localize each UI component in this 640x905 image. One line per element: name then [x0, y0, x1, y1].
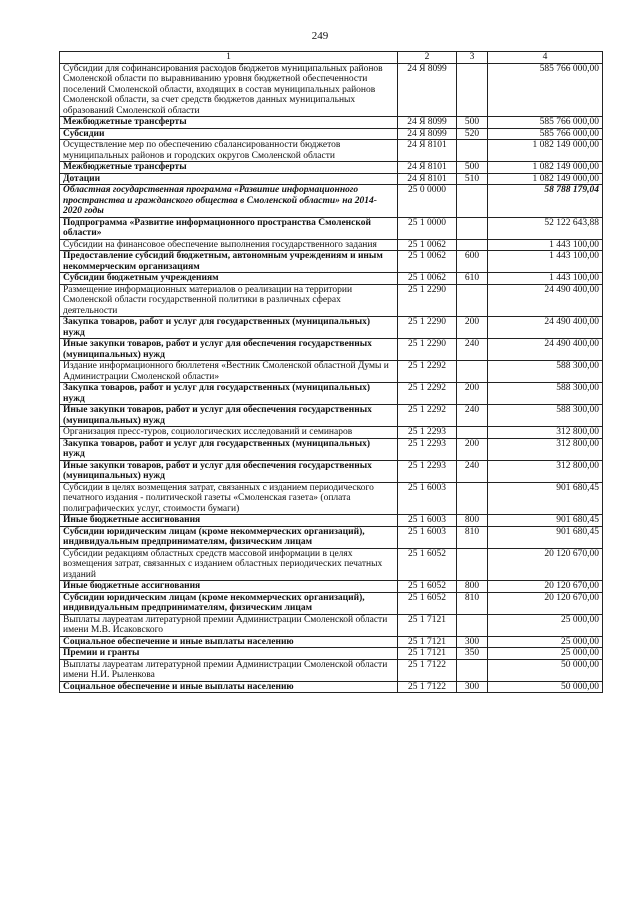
row-type-cell: 350 [457, 648, 488, 660]
row-amount-cell: 50 000,00 [488, 659, 603, 681]
row-name-cell: Размещение информационных материалов о реализации на территории Смоленской области государственной политики в различных сферах деятельности [60, 284, 398, 317]
table-header-row [60, 52, 603, 64]
row-code-cell: 25 1 0062 [398, 239, 457, 251]
table-row [60, 173, 603, 185]
row-amount-cell: 585 766 000,00 [488, 117, 603, 129]
table-row [60, 581, 603, 593]
row-type-cell [457, 361, 488, 383]
row-code-cell: 25 1 7122 [398, 681, 457, 693]
row-code-cell: 25 1 7121 [398, 636, 457, 648]
row-name-cell: Субсидии в целях возмещения затрат, связанных с изданием периодического печатного издания - политической газеты «Смоленская газета» (оплата полиграфических услуг, стоимости бумаги) [60, 482, 398, 515]
row-amount-cell: 588 300,00 [488, 361, 603, 383]
table-row [60, 162, 603, 174]
row-amount-cell: 585 766 000,00 [488, 63, 603, 117]
table-row [60, 526, 603, 548]
row-code-cell: 25 1 2292 [398, 405, 457, 427]
row-amount-cell: 58 788 179,04 [488, 185, 603, 218]
row-name-cell: Организация пресс-туров, социологических исследований и семинаров [60, 427, 398, 439]
row-amount-cell: 901 680,45 [488, 526, 603, 548]
row-code-cell: 25 1 6003 [398, 526, 457, 548]
row-amount-cell: 50 000,00 [488, 681, 603, 693]
row-amount-cell: 901 680,45 [488, 482, 603, 515]
row-amount-cell: 24 490 400,00 [488, 317, 603, 339]
row-type-cell: 500 [457, 117, 488, 129]
row-code-cell: 24 Я 8101 [398, 162, 457, 174]
table-row [60, 438, 603, 460]
row-type-cell: 810 [457, 526, 488, 548]
row-name-cell: Субсидии на финансовое обеспечение выполнения государственного задания [60, 239, 398, 251]
table-row [60, 548, 603, 581]
row-name-cell: Дотации [60, 173, 398, 185]
row-code-cell: 25 1 6003 [398, 482, 457, 515]
table-row [60, 63, 603, 117]
row-amount-cell: 1 443 100,00 [488, 251, 603, 273]
row-code-cell: 25 1 2293 [398, 427, 457, 439]
row-amount-cell: 52 122 643,88 [488, 217, 603, 239]
table-row [60, 482, 603, 515]
row-code-cell: 25 1 0062 [398, 273, 457, 285]
row-amount-cell: 312 800,00 [488, 438, 603, 460]
row-name-cell: Иные бюджетные ассигнования [60, 515, 398, 527]
row-name-cell: Областная государственная программа «Развитие информационного пространства и гражданского общества в Смоленской области» на 2014-2020 годы [60, 185, 398, 218]
row-type-cell [457, 63, 488, 117]
row-amount-cell: 585 766 000,00 [488, 128, 603, 140]
row-amount-cell: 24 490 400,00 [488, 339, 603, 361]
row-type-cell: 510 [457, 173, 488, 185]
row-amount-cell: 25 000,00 [488, 636, 603, 648]
row-type-cell [457, 185, 488, 218]
row-amount-cell: 25 000,00 [488, 614, 603, 636]
row-name-cell: Иные закупки товаров, работ и услуг для обеспечения государственных (муниципальных) нужд [60, 405, 398, 427]
row-type-cell [457, 140, 488, 162]
table-row [60, 361, 603, 383]
row-code-cell: 25 1 2293 [398, 460, 457, 482]
row-amount-cell: 312 800,00 [488, 427, 603, 439]
row-type-cell: 300 [457, 636, 488, 648]
row-amount-cell: 24 490 400,00 [488, 284, 603, 317]
row-name-cell: Осуществление мер по обеспечению сбалансированности бюджетов муниципальных районов и городских округов Смоленской области [60, 140, 398, 162]
row-name-cell: Выплаты лауреатам литературной премии Администрации Смоленской области имени Н.И. Рыленкова [60, 659, 398, 681]
row-name-cell: Социальное обеспечение и иные выплаты населению [60, 681, 398, 693]
row-name-cell: Субсидии редакциям областных средств массовой информации в целях возмещения затрат, связанных с изданием областных периодических печатных изданий [60, 548, 398, 581]
row-code-cell: 24 Я 8101 [398, 140, 457, 162]
budget-table [59, 51, 603, 693]
row-amount-cell: 20 120 670,00 [488, 592, 603, 614]
row-amount-cell: 1 443 100,00 [488, 273, 603, 285]
row-type-cell: 800 [457, 581, 488, 593]
row-name-cell: Премии и гранты [60, 648, 398, 660]
row-name-cell: Субсидии бюджетным учреждениям [60, 273, 398, 285]
table-body [60, 63, 603, 693]
row-code-cell: 25 1 2290 [398, 317, 457, 339]
table-row [60, 185, 603, 218]
table-row [60, 405, 603, 427]
row-name-cell: Субсидии [60, 128, 398, 140]
row-type-cell [457, 217, 488, 239]
column-header-amount: 4 [488, 52, 603, 64]
row-code-cell: 24 Я 8099 [398, 63, 457, 117]
column-header-name: 1 [60, 52, 398, 64]
row-code-cell: 25 1 0062 [398, 251, 457, 273]
row-type-cell: 520 [457, 128, 488, 140]
row-code-cell: 25 1 6052 [398, 548, 457, 581]
row-code-cell: 25 1 2292 [398, 383, 457, 405]
row-type-cell: 600 [457, 251, 488, 273]
row-type-cell [457, 659, 488, 681]
table-row [60, 284, 603, 317]
row-name-cell: Подпрограмма «Развитие информационного пространства Смоленской области» [60, 217, 398, 239]
row-type-cell: 200 [457, 317, 488, 339]
row-code-cell: 25 1 6003 [398, 515, 457, 527]
row-code-cell: 24 Я 8099 [398, 128, 457, 140]
row-name-cell: Субсидии для софинансирования расходов бюджетов муниципальных районов Смоленской области по выравниванию уровня бюджетной обеспеченности поселений Смоленской области, входящих в состав муниципальных районов Смоленской области, за счет средств бюджетов данных муниципальных образований Смоленской области [60, 63, 398, 117]
row-amount-cell: 25 000,00 [488, 648, 603, 660]
row-code-cell: 25 1 2290 [398, 339, 457, 361]
row-name-cell: Закупка товаров, работ и услуг для государственных (муниципальных) нужд [60, 317, 398, 339]
row-type-cell: 800 [457, 515, 488, 527]
row-code-cell: 25 0 0000 [398, 185, 457, 218]
row-name-cell: Субсидии юридическим лицам (кроме некоммерческих организаций), индивидуальным предпринимателям, физическим лицам [60, 526, 398, 548]
row-code-cell: 25 1 0000 [398, 217, 457, 239]
table-row [60, 251, 603, 273]
row-type-cell: 240 [457, 460, 488, 482]
table-row [60, 648, 603, 660]
table-row [60, 339, 603, 361]
row-amount-cell: 1 443 100,00 [488, 239, 603, 251]
row-type-cell [457, 427, 488, 439]
table-row [60, 317, 603, 339]
row-type-cell [457, 614, 488, 636]
row-amount-cell: 901 680,45 [488, 515, 603, 527]
column-header-code: 2 [398, 52, 457, 64]
table-row [60, 636, 603, 648]
row-name-cell: Субсидии юридическим лицам (кроме некоммерческих организаций), индивидуальным предпринимателям, физическим лицам [60, 592, 398, 614]
row-amount-cell: 312 800,00 [488, 460, 603, 482]
row-code-cell: 25 1 7121 [398, 614, 457, 636]
table-row [60, 614, 603, 636]
row-type-cell [457, 284, 488, 317]
table-row [60, 217, 603, 239]
row-code-cell: 25 1 2292 [398, 361, 457, 383]
row-code-cell: 25 1 2293 [398, 438, 457, 460]
table-row [60, 117, 603, 129]
row-name-cell: Социальное обеспечение и иные выплаты населению [60, 636, 398, 648]
row-name-cell: Закупка товаров, работ и услуг для государственных (муниципальных) нужд [60, 438, 398, 460]
row-name-cell: Издание информационного бюллетеня «Вестник Смоленской областной Думы и Администрации Смоленской области» [60, 361, 398, 383]
table-row [60, 273, 603, 285]
row-name-cell: Иные бюджетные ассигнования [60, 581, 398, 593]
row-name-cell: Межбюджетные трансферты [60, 117, 398, 129]
row-type-cell: 200 [457, 383, 488, 405]
row-amount-cell: 20 120 670,00 [488, 581, 603, 593]
table-row [60, 515, 603, 527]
row-amount-cell: 588 300,00 [488, 383, 603, 405]
row-type-cell [457, 239, 488, 251]
table-row [60, 140, 603, 162]
row-type-cell: 240 [457, 405, 488, 427]
row-type-cell: 240 [457, 339, 488, 361]
row-type-cell [457, 482, 488, 515]
row-type-cell [457, 548, 488, 581]
table-row [60, 427, 603, 439]
row-type-cell: 300 [457, 681, 488, 693]
row-type-cell: 810 [457, 592, 488, 614]
table-row [60, 383, 603, 405]
row-name-cell: Иные закупки товаров, работ и услуг для обеспечения государственных (муниципальных) нужд [60, 339, 398, 361]
row-code-cell: 24 Я 8099 [398, 117, 457, 129]
row-name-cell: Закупка товаров, работ и услуг для государственных (муниципальных) нужд [60, 383, 398, 405]
table-row [60, 239, 603, 251]
row-type-cell: 500 [457, 162, 488, 174]
row-code-cell: 25 1 6052 [398, 592, 457, 614]
row-amount-cell: 1 082 149 000,00 [488, 140, 603, 162]
row-code-cell: 25 1 6052 [398, 581, 457, 593]
row-name-cell: Межбюджетные трансферты [60, 162, 398, 174]
row-type-cell: 200 [457, 438, 488, 460]
row-amount-cell: 588 300,00 [488, 405, 603, 427]
table-row [60, 128, 603, 140]
column-header-type: 3 [457, 52, 488, 64]
row-code-cell: 25 1 7122 [398, 659, 457, 681]
row-code-cell: 25 1 2290 [398, 284, 457, 317]
table-row [60, 592, 603, 614]
row-name-cell: Иные закупки товаров, работ и услуг для обеспечения государственных (муниципальных) нужд [60, 460, 398, 482]
row-code-cell: 25 1 7121 [398, 648, 457, 660]
row-name-cell: Предоставление субсидий бюджетным, автономным учреждениям и иным некоммерческим организациям [60, 251, 398, 273]
row-code-cell: 24 Я 8101 [398, 173, 457, 185]
table-row [60, 681, 603, 693]
row-name-cell: Выплаты лауреатам литературной премии Администрации Смоленской области имени М.В. Исаковского [60, 614, 398, 636]
table-row [60, 659, 603, 681]
row-amount-cell: 1 082 149 000,00 [488, 173, 603, 185]
row-amount-cell: 1 082 149 000,00 [488, 162, 603, 174]
page-number: 249 [311, 30, 329, 42]
table-row [60, 460, 603, 482]
row-amount-cell: 20 120 670,00 [488, 548, 603, 581]
row-type-cell: 610 [457, 273, 488, 285]
